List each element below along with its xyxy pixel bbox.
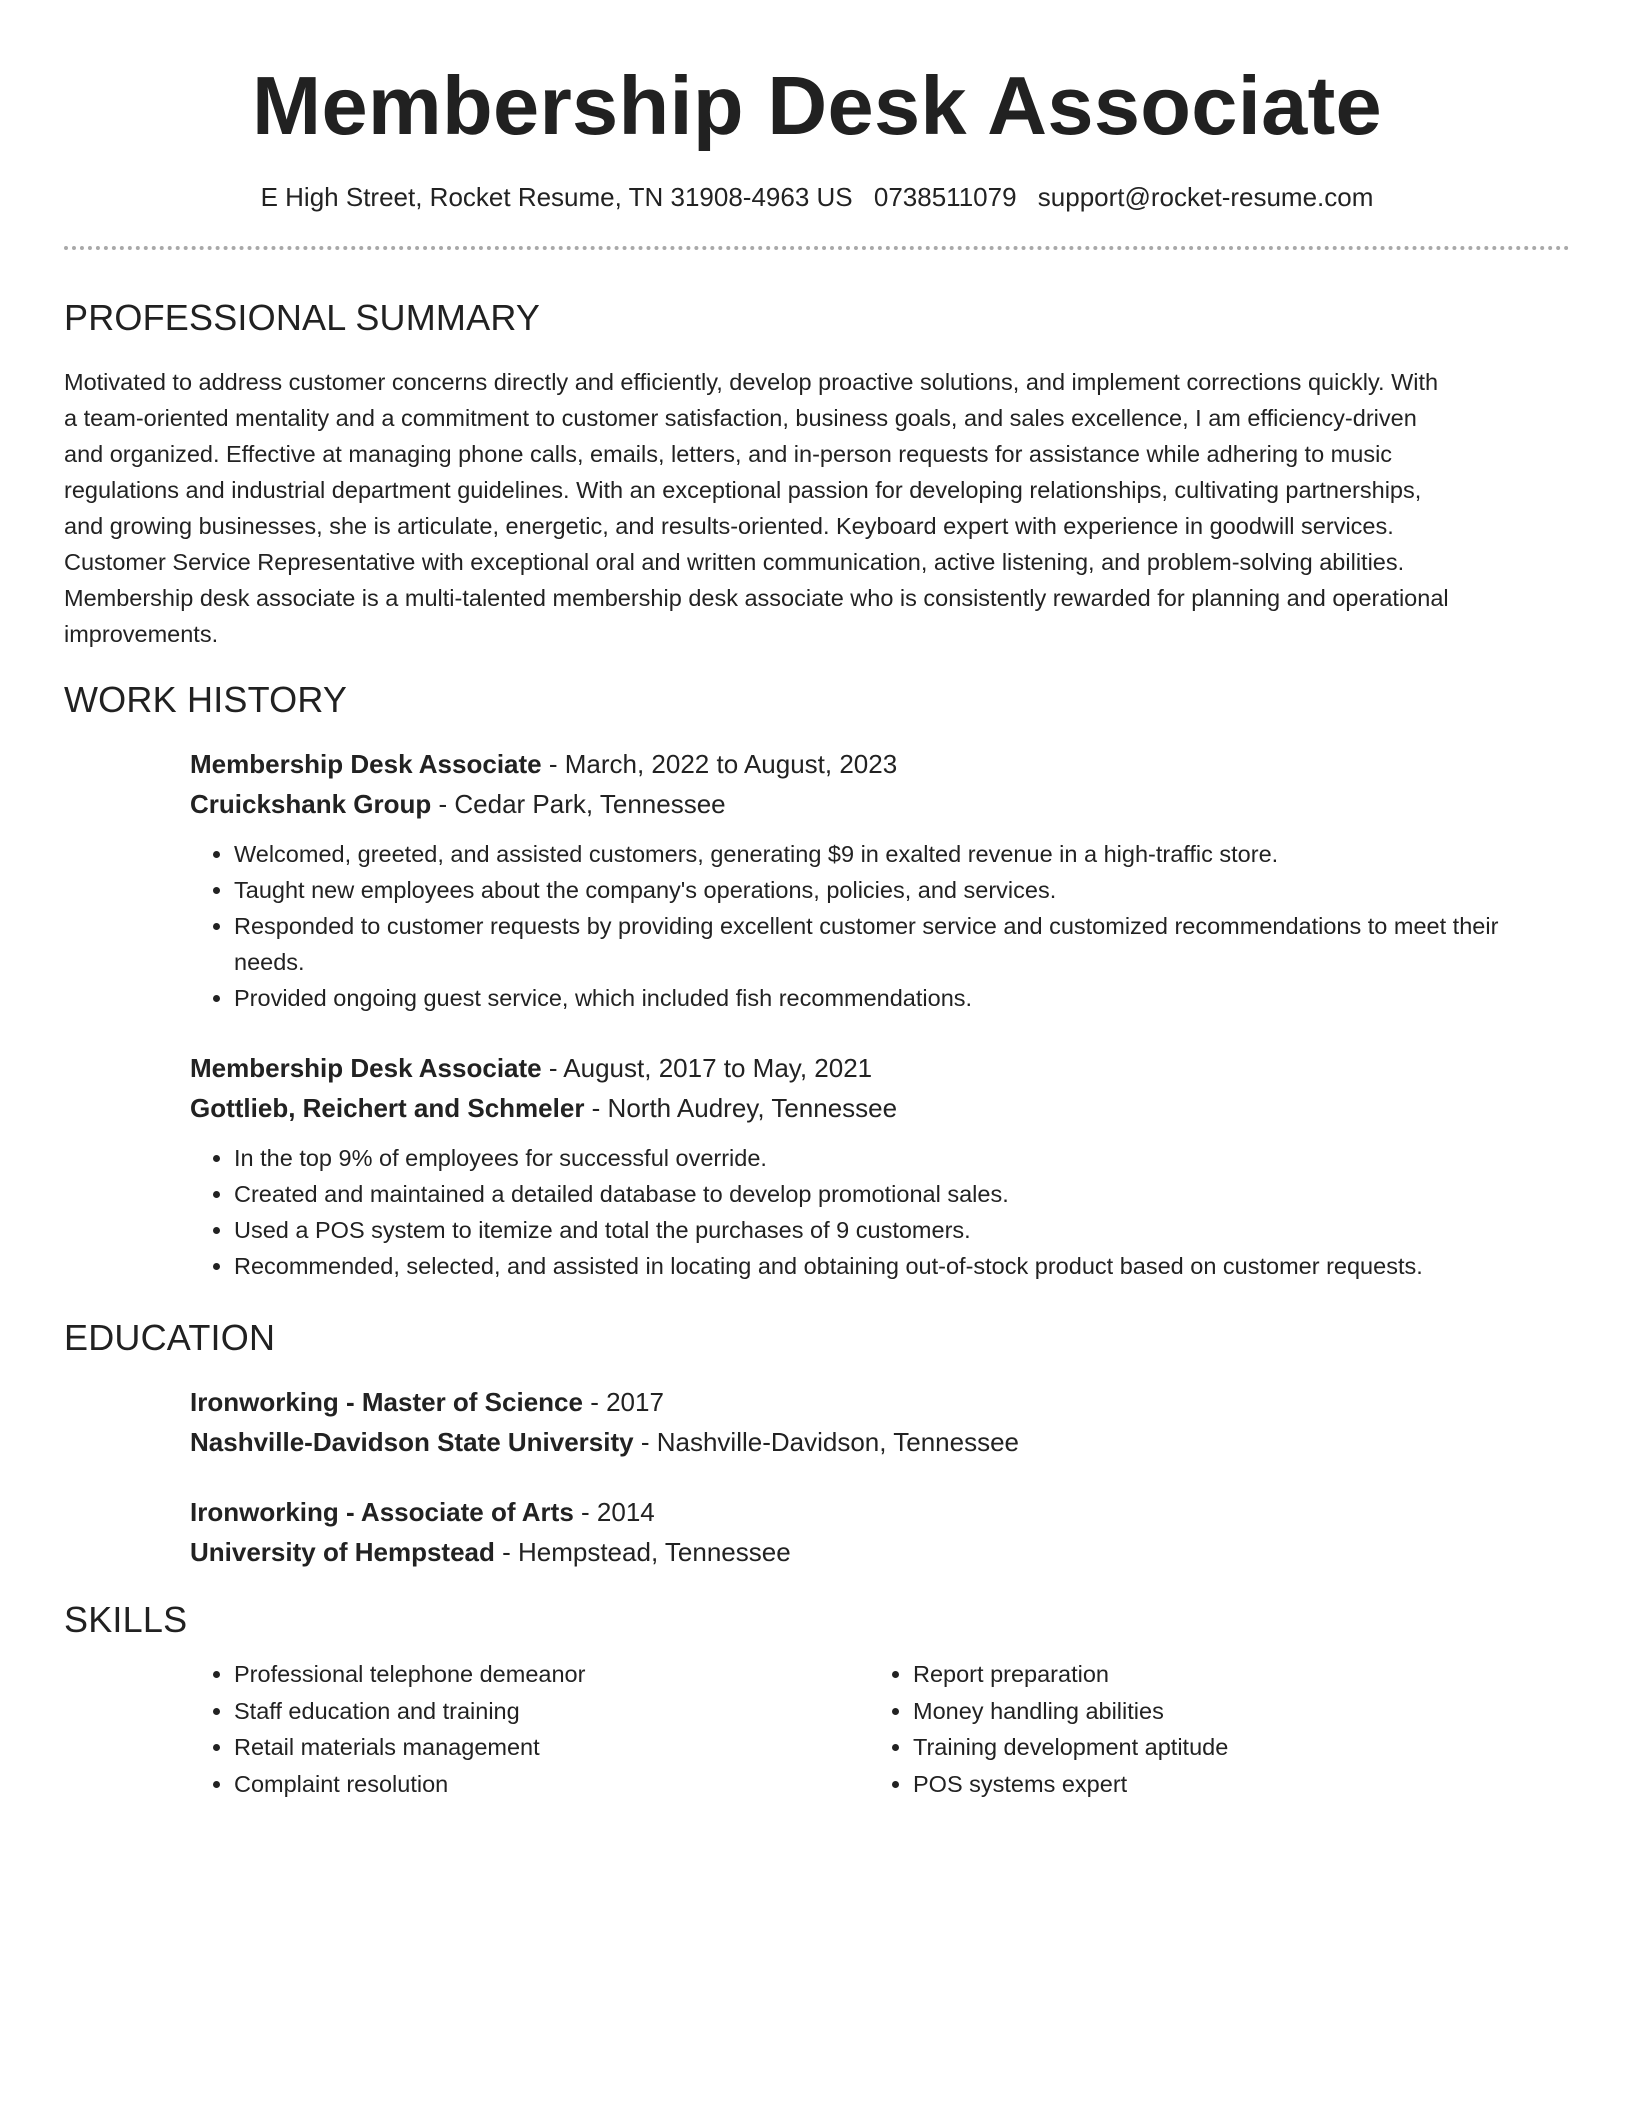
school-location: - Hempstead, Tennessee [494,1537,791,1567]
candidate-name: Membership Desk Associate [252,59,1382,152]
skill-item: • Report preparation [913,1656,1548,1693]
degree: Ironworking - Associate of Arts [190,1497,574,1527]
degree: Ironworking - Master of Science [190,1387,583,1417]
education-entry [190,1492,1570,1572]
degree-line [190,1382,1570,1422]
job-company: Cruickshank Group [190,789,432,819]
job-entry [190,1048,1570,1284]
job-bullet: • Created and maintained a detailed database to develop promotional sales. [234,1176,1574,1212]
summary-text: Motivated to address customer concerns directly and efficiently, develop proactive solutions, and implement corrections quickly. With a team-oriented mentality and a commitment to customer satisfaction, business goals, and sales excellence, I am efficiency-driven and organized. Effective at managing phone calls, emails, letters, and in-person requests for assistance while adhering to music regulations and industrial department guidelines. With an exceptional passion for developing relationships, cultivating partnerships, and growing businesses, she is articulate, energetic, and results-oriented. Keyboard expert with experience in goodwill services. Customer Service Representative with exceptional oral and written communication, active listening, and problem-solving abilities. Membership desk associate is a multi-talented membership desk associate who is consistently rewarded for planning and operational improvements. [64,369,1449,647]
school-line [190,1532,1570,1572]
job-role: Membership Desk Associate [190,749,542,779]
skills-list-right [869,1656,1548,1802]
contact-address: E High Street, Rocket Resume, TN 31908-4963 US [260,182,853,212]
job-bullet: • Used a POS system to itemize and total the purchases of 9 customers. [234,1212,1574,1248]
skill-item: • Staff education and training [234,1693,869,1730]
resume-header [64,58,1570,250]
education-section [64,1316,1570,1572]
job-dates: - March, 2022 to August, 2023 [541,749,898,779]
job-bullet: • Welcomed, greeted, and assisted customers, generating $9 in exalted revenue in a high-traffic store. [234,836,1574,872]
skill-item: • Money handling abilities [913,1693,1548,1730]
school: University of Hempstead [190,1537,495,1567]
degree-year: - 2017 [582,1387,664,1417]
skill-item: • Retail materials management [234,1729,869,1766]
job-title-line [190,744,1570,784]
degree-line [190,1492,1570,1532]
education-entry [190,1382,1570,1462]
job-company-line [190,1088,1570,1128]
job-entry [190,744,1570,1016]
skills-list-left [190,1656,869,1802]
skill-item: • POS systems expert [913,1766,1548,1803]
job-company: Gottlieb, Reichert and Schmeler [190,1093,585,1123]
work-history-heading: WORK HISTORY [64,679,348,720]
job-location: - North Audrey, Tennessee [584,1093,898,1123]
skills-heading: SKILLS [64,1599,188,1640]
job-location: - Cedar Park, Tennessee [431,789,726,819]
skills-section [64,1598,1570,1802]
job-bullet: • Provided ongoing guest service, which included fish recommendations. [234,980,1574,1016]
job-dates: - August, 2017 to May, 2021 [541,1053,873,1083]
school-line [190,1422,1570,1462]
contact-phone: 0738511079 [873,182,1017,212]
skill-item: • Professional telephone demeanor [234,1656,869,1693]
summary-heading: PROFESSIONAL SUMMARY [64,297,541,338]
job-role: Membership Desk Associate [190,1053,542,1083]
job-bullets [190,836,1570,1016]
education-heading: EDUCATION [64,1317,276,1358]
contact-line [64,180,1570,214]
skill-item: • Complaint resolution [234,1766,869,1803]
contact-email: support@rocket-resume.com [1037,182,1374,212]
school: Nashville-Davidson State University [190,1427,634,1457]
job-bullet: • Responded to customer requests by providing excellent customer service and customized recommendations to meet their needs. [234,908,1574,980]
job-title-line [190,1048,1570,1088]
header-divider [64,246,1570,250]
skills-columns [190,1656,1570,1802]
job-bullets [190,1140,1570,1284]
resume-page [64,0,1570,1797]
job-company-line [190,784,1570,824]
job-bullet: • Taught new employees about the company's operations, policies, and services. [234,872,1574,908]
work-history-section [64,678,1570,1284]
skill-item: • Training development aptitude [913,1729,1548,1766]
school-location: - Nashville-Davidson, Tennessee [633,1427,1019,1457]
job-bullet: • In the top 9% of employees for successful override. [234,1140,1574,1176]
job-bullet: • Recommended, selected, and assisted in locating and obtaining out-of-stock product based on customer requests. [234,1248,1574,1284]
degree-year: - 2014 [573,1497,655,1527]
summary-section [64,296,1570,652]
